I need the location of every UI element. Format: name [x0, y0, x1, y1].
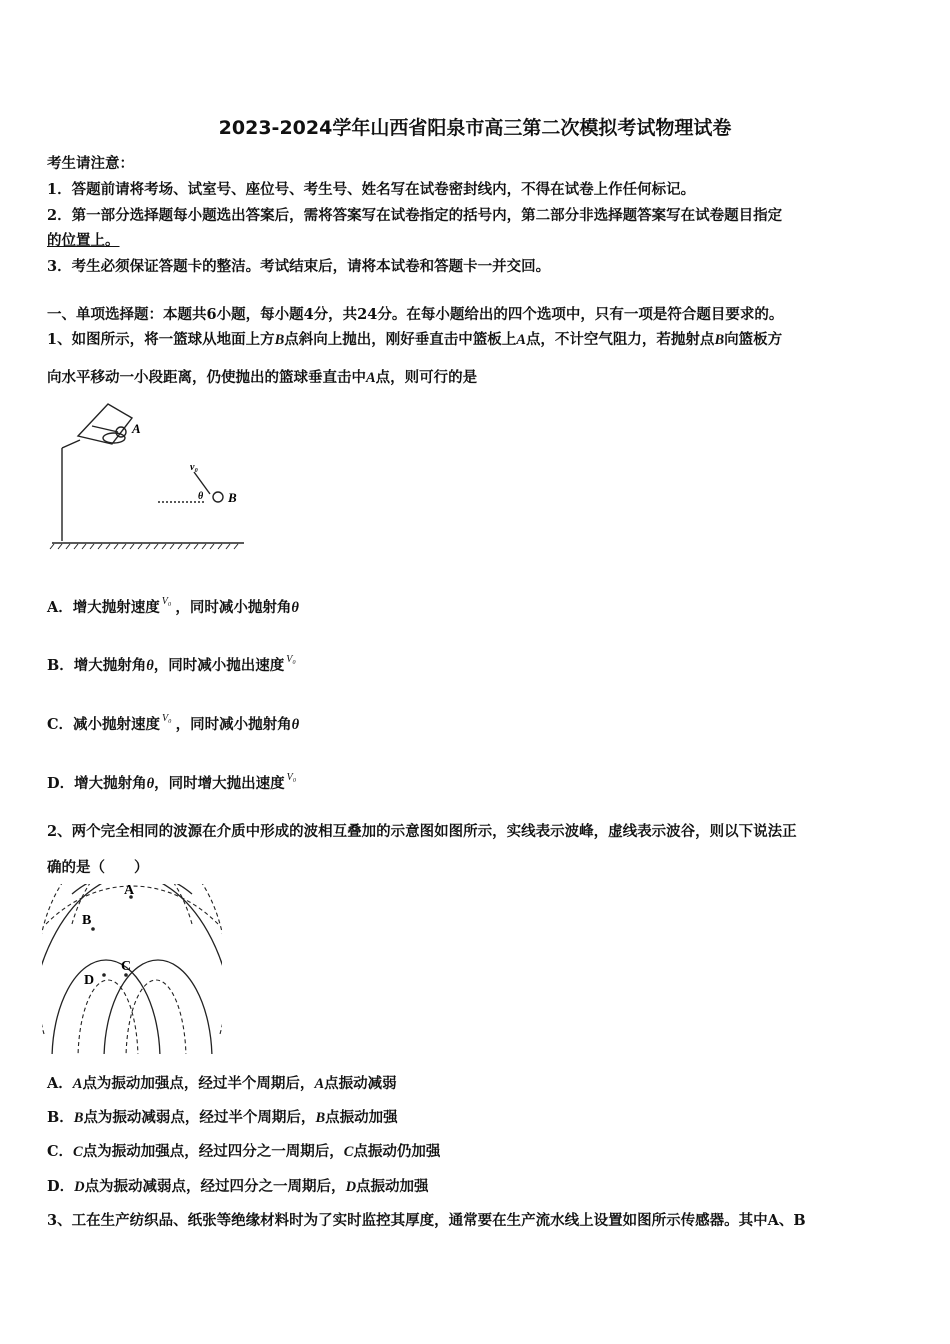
q1-option-d[interactable]: D．增大抛射角θ，同时增大抛出速度 $^{V_0}$	[47, 772, 297, 792]
label-theta: θ	[198, 491, 204, 502]
basketball-figure	[48, 396, 248, 551]
point-d-label: D	[84, 973, 95, 988]
notice-item	[47, 229, 120, 250]
question-2-stem-cont: 确的是（ ）	[47, 859, 149, 876]
point-c-label: C	[121, 959, 132, 974]
label-b: B	[228, 490, 237, 505]
question-1-stem: 1、如图所示，将一篮球从地面上方B点斜向上抛出，刚好垂直击中篮板上A点，不计空气阻力，若抛射点B向篮板方	[47, 331, 783, 348]
point-a-label: A	[124, 884, 135, 898]
q2-option-a[interactable]: A．A点为振动加强点，经过半个周期后，A点振动减弱	[47, 1075, 397, 1092]
label-a: A	[132, 421, 141, 436]
notice-item: 1．答题前请将考场、试室号、座位号、考生号、姓名写在试卷密封线内，不得在试卷上作任何标记。	[47, 181, 696, 198]
page-title: 2023-2024学年山西省阳泉市高三第二次模拟考试物理试卷	[218, 117, 732, 139]
q2-option-d[interactable]: D．D点为振动减弱点，经过四分之一周期后，D点振动加强	[47, 1178, 429, 1195]
question-3-stem: 3、工在生产纺织品、纸张等绝缘材料时为了实时监控其厚度，通常要在生产流水线上设置如图所示传感器。其中A、B	[47, 1212, 806, 1229]
question-2-stem: 2、两个完全相同的波源在介质中形成的波相互叠加的示意图如图所示，实线表示波峰，虚线表示波谷，则以下说法正	[47, 823, 797, 840]
label-v0: v₀	[190, 462, 198, 473]
notice-item: 2．第一部分选择题每小题选出答案后，需将答案写在试卷指定的括号内，第二部分非选择题答案写在试卷题目指定	[47, 207, 783, 224]
section-heading: 一、单项选择题：本题共6小题，每小题4分，共24分。在每小题给出的四个选项中，只有一项是符合题目要求的。	[47, 306, 784, 323]
question-1-stem-cont: 向水平移动一小段距离，仍使抛出的篮球垂直击中A点，则可行的是	[47, 369, 478, 386]
q1-option-c[interactable]: C．减小抛射速度 $^{V_0}$ ，同时减小抛射角θ	[47, 713, 300, 733]
q2-option-b[interactable]: B．B点为振动减弱点，经过半个周期后，B点振动加强	[47, 1109, 398, 1126]
notice-item: 3．考生必须保证答题卡的整洁。考试结束后，请将本试卷和答题卡一并交回。	[47, 258, 551, 275]
notice-item-underlined: 的位置上。	[47, 232, 120, 249]
q2-option-c[interactable]: C．C点为振动加强点，经过四分之一周期后，C点振动仍加强	[47, 1143, 441, 1160]
wave-interference-figure	[42, 884, 222, 1054]
point-b-label: B	[82, 913, 92, 928]
q1-option-a[interactable]: A．增大抛射速度 $^{V_0}$ ，同时减小抛射角θ	[47, 596, 299, 616]
notice-heading: 考生请注意：	[47, 155, 134, 172]
q1-option-b[interactable]: B．增大抛射角θ，同时减小抛出速度 $^{V_0}$	[47, 654, 296, 674]
